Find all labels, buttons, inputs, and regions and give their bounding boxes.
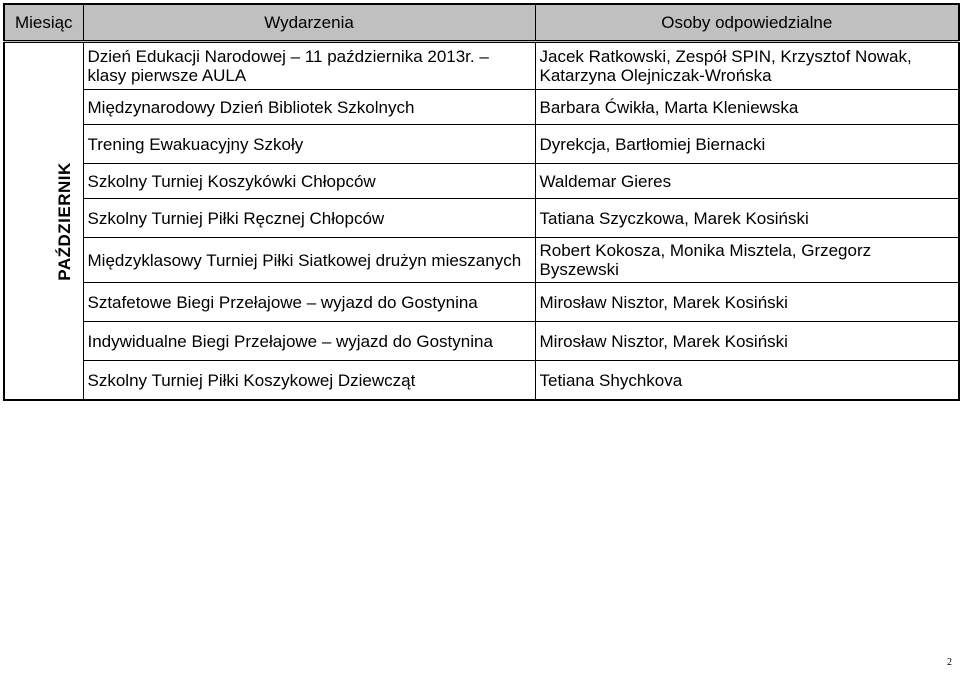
header-month: Miesiąc xyxy=(4,4,83,42)
people-cell: Mirosław Nisztor, Marek Kosiński xyxy=(535,283,959,322)
table-row xyxy=(4,164,959,199)
table-row xyxy=(4,199,959,238)
month-cell xyxy=(4,42,83,401)
event-cell: Dzień Edukacji Narodowej – 11 października 2013r. – klasy pierwsze AULA xyxy=(83,42,535,90)
people-cell: Jacek Ratkowski, Zespół SPIN, Krzysztof Nowak, Katarzyna Olejniczak-Wrońska xyxy=(535,42,959,90)
event-cell: Szkolny Turniej Piłki Koszykowej Dziewcząt xyxy=(83,361,535,401)
event-cell: Szkolny Turniej Koszykówki Chłopców xyxy=(83,164,535,199)
people-cell: Barbara Ćwikła, Marta Kleniewska xyxy=(535,90,959,125)
table-row xyxy=(4,283,959,322)
event-cell: Szkolny Turniej Piłki Ręcznej Chłopców xyxy=(83,199,535,238)
table-row xyxy=(4,90,959,125)
page-number: 2 xyxy=(947,657,952,668)
schedule-table xyxy=(3,3,960,401)
people-cell: Tetiana Shychkova xyxy=(535,361,959,401)
event-cell: Indywidualne Biegi Przełajowe – wyjazd do Gostynina xyxy=(83,322,535,361)
people-cell: Dyrekcja, Bartłomiej Biernacki xyxy=(535,125,959,164)
month-label: PAŹDZIERNIK xyxy=(54,161,74,281)
event-cell: Międzynarodowy Dzień Bibliotek Szkolnych xyxy=(83,90,535,125)
event-cell: Trening Ewakuacyjny Szkoły xyxy=(83,125,535,164)
event-cell: Sztafetowe Biegi Przełajowe – wyjazd do Gostynina xyxy=(83,283,535,322)
event-cell: Międzyklasowy Turniej Piłki Siatkowej drużyn mieszanych xyxy=(83,238,535,283)
table-row xyxy=(4,361,959,401)
people-cell: Mirosław Nisztor, Marek Kosiński xyxy=(535,322,959,361)
people-cell: Tatiana Szyczkowa, Marek Kosiński xyxy=(535,199,959,238)
table-row xyxy=(4,238,959,283)
table-row xyxy=(4,322,959,361)
people-cell: Waldemar Gieres xyxy=(535,164,959,199)
header-people: Osoby odpowiedzialne xyxy=(535,4,959,42)
header-events: Wydarzenia xyxy=(83,4,535,42)
people-cell: Robert Kokosza, Monika Misztela, Grzegorz Byszewski xyxy=(535,238,959,283)
table-row xyxy=(4,125,959,164)
header-row xyxy=(4,4,959,42)
table-row xyxy=(4,42,959,90)
